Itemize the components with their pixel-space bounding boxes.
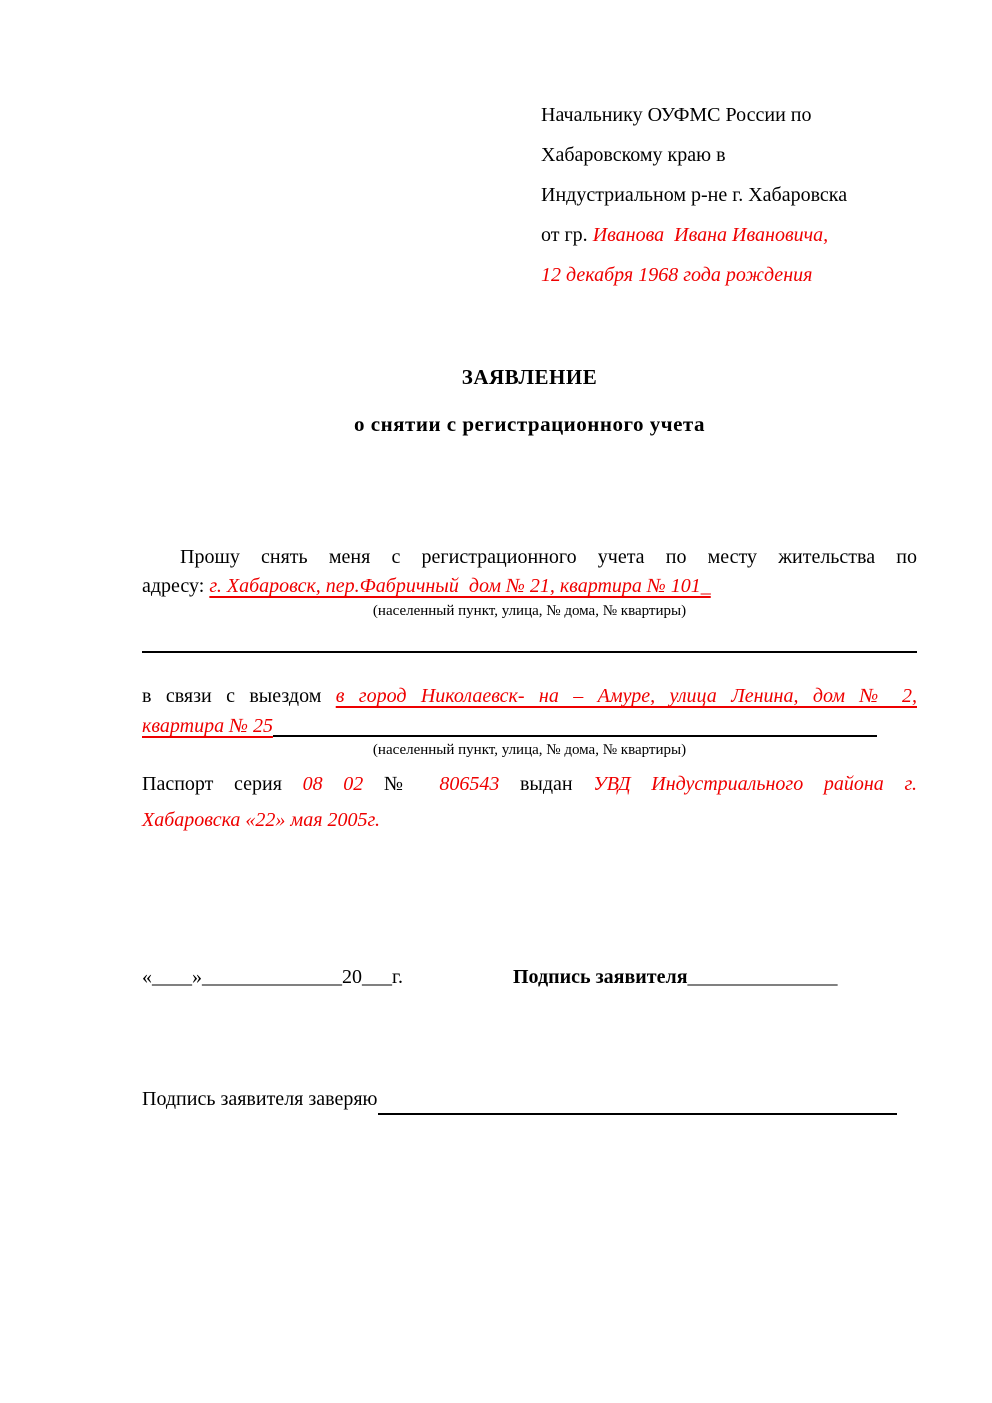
departure-blank-rule (273, 711, 877, 737)
applicant-signature-label: Подпись заявителя (513, 966, 688, 988)
departure-label: в связи с выездом (142, 685, 322, 707)
addressee-block (541, 95, 951, 295)
passport-number-label: № (383, 773, 419, 795)
address-value: г. Хабаровск, пер.Фабричный дом № 21, квартира № 101_ (209, 575, 711, 597)
document-subtitle: о снятии с регистрационного учета (354, 412, 705, 436)
addressee-line: Индустриальном р-не г. Хабаровска (541, 184, 848, 206)
applicant-from-label: от гр. (541, 224, 593, 246)
addressee-line: Начальнику ОУФМС России по (541, 104, 812, 126)
departure-field-hint: (населенный пункт, улица, № дома, № квартиры) (372, 742, 687, 758)
certify-label: Подпись заявителя заверяю (142, 1088, 378, 1110)
applicant-signature-part (513, 966, 838, 989)
departure-value-line2: квартира № 25 (142, 715, 273, 737)
request-line: Прошу снять меня с регистрационного учета по месту жительства по (180, 546, 917, 568)
passport-issuer-value-line1: УВД Индустриального района г. (593, 773, 917, 795)
certify-row (142, 1088, 917, 1115)
document-title: ЗАЯВЛЕНИЕ (461, 365, 598, 389)
passport-series-value: 08 02 (302, 773, 364, 795)
passport-line (142, 766, 917, 802)
address-field-hint: (населенный пункт, улица, № дома, № квартиры) (372, 603, 687, 619)
passport-series-label: Паспорт серия (142, 773, 282, 795)
addressee-line (541, 215, 951, 255)
blank-fill-line (142, 651, 917, 653)
applicant-birthdate-value: 12 декабря 1968 года рождения (541, 264, 813, 286)
passport-paragraph (142, 766, 917, 838)
address-line (142, 572, 917, 601)
date-blank: «____»______________20___г. (142, 966, 403, 988)
request-paragraph (142, 543, 917, 621)
applicant-signature-blank: _______________ (687, 966, 838, 988)
applicant-name-value: Иванова Ивана Ивановича, (592, 224, 829, 246)
passport-number-value: 806543 (439, 773, 500, 795)
departure-paragraph (142, 681, 917, 760)
departure-line2 (142, 711, 917, 741)
address-label: адресу: (142, 575, 205, 597)
passport-issued-label: выдан (519, 773, 573, 795)
passport-issuer-value-line2: Хабаровска «22» мая 2005г. (142, 809, 381, 831)
title-block (142, 364, 917, 438)
departure-value-line1: в город Николаевск- на – Амуре, улица Ленина, дом № 2, (335, 685, 917, 707)
signature-row (142, 966, 917, 1000)
addressee-line: Хабаровскому краю в (541, 144, 726, 166)
departure-line (142, 681, 917, 711)
certify-blank-rule (378, 1088, 898, 1115)
